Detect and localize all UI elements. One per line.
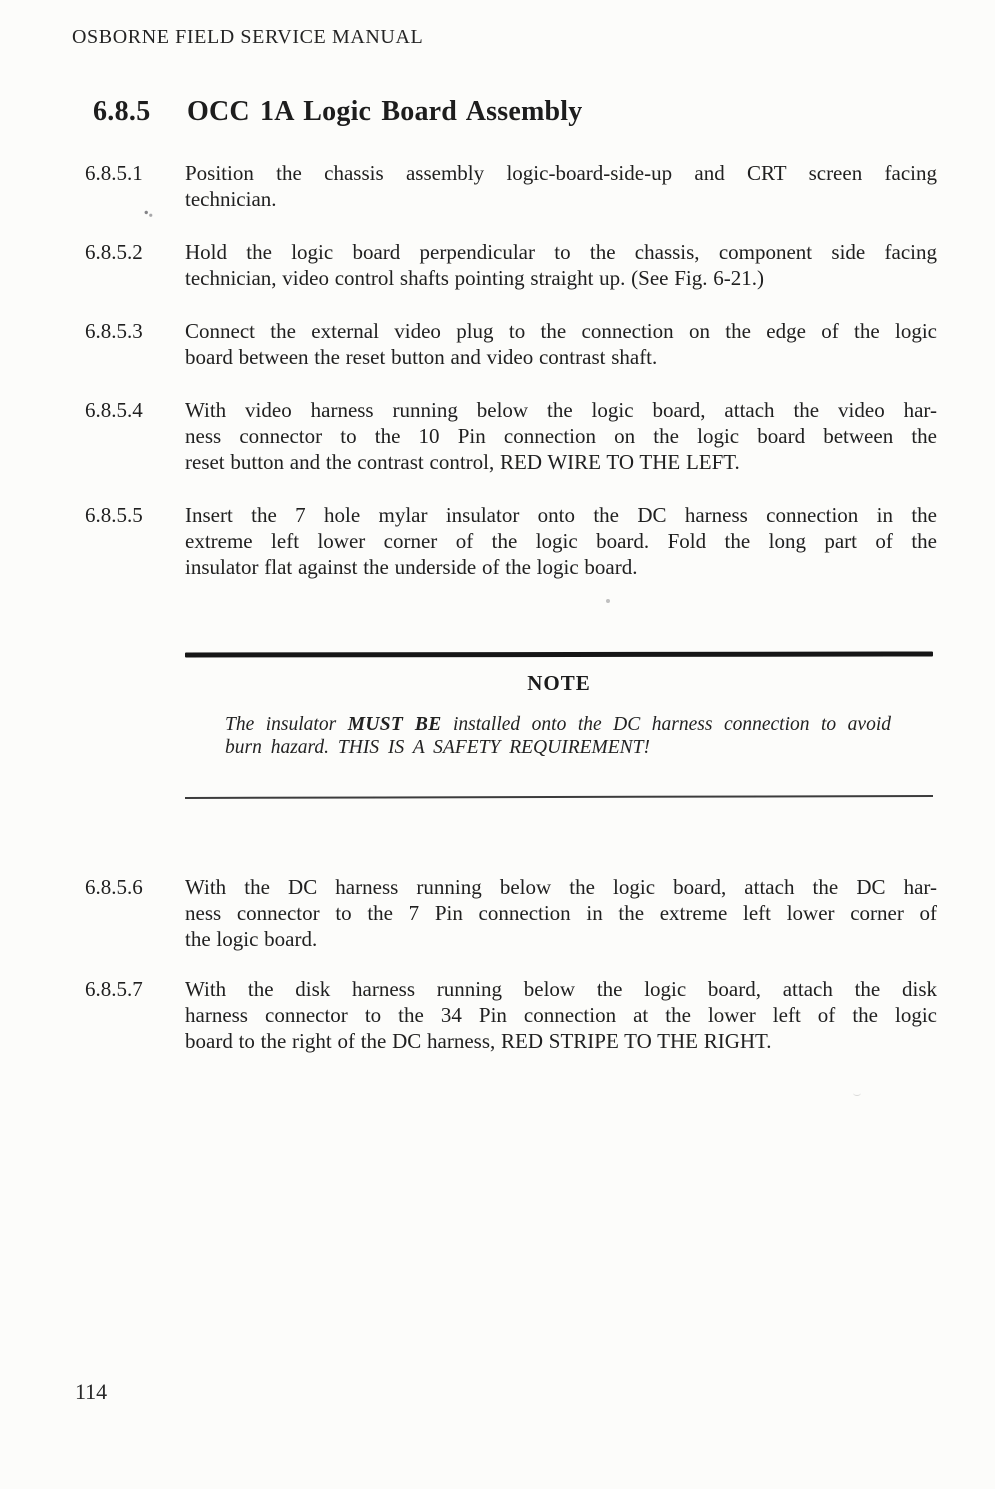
note-heading: NOTE bbox=[527, 671, 591, 695]
steps-after-note bbox=[85, 874, 937, 1078]
step-number: 6.8.5.2 bbox=[85, 240, 143, 264]
note-body-prefix: The insulator bbox=[225, 714, 348, 735]
note-body-suffix: installed onto the DC harness connection to avoid burn hazard. THIS IS A SAFETY REQUIREMENT! bbox=[225, 714, 891, 758]
step-text bbox=[185, 874, 937, 952]
step-number: 6.8.5.4 bbox=[85, 398, 143, 422]
section-title: OCC 1A Logic Board Assembly bbox=[187, 96, 583, 127]
step-line: With video harness running below the logic board, attach the video har- bbox=[185, 398, 937, 422]
step-number: 6.8.5.3 bbox=[85, 319, 143, 343]
step-line: reset button and the contrast control, RED WIRE TO THE LEFT. bbox=[185, 450, 740, 474]
step-number: 6.8.5.5 bbox=[85, 503, 143, 527]
step-line: technician, video control shafts pointing straight up. (See Fig. 6-21.) bbox=[185, 266, 764, 290]
step-line: extreme left lower corner of the logic board. Fold the long part of the bbox=[185, 529, 937, 553]
step-line: With the DC harness running below the logic board, attach the DC har- bbox=[185, 875, 937, 899]
step-line: ness connector to the 10 Pin connection on the logic board between the bbox=[185, 424, 937, 448]
step-line: ness connector to the 7 Pin connection in the extreme left lower corner of bbox=[185, 901, 937, 925]
step-text bbox=[185, 318, 937, 370]
step-text bbox=[185, 397, 937, 475]
step-line: harness connector to the 34 Pin connection at the lower left of the logic bbox=[185, 1003, 937, 1027]
steps-before-note bbox=[85, 160, 937, 607]
step-row bbox=[85, 397, 937, 475]
step-line: Position the chassis assembly logic-board-side-up and CRT screen facing bbox=[185, 161, 937, 185]
step-text bbox=[185, 976, 937, 1054]
note-box bbox=[185, 652, 933, 759]
step-row bbox=[85, 239, 937, 291]
note-body bbox=[225, 713, 891, 759]
running-header: OSBORNE FIELD SERVICE MANUAL bbox=[72, 26, 424, 48]
step-row bbox=[85, 160, 937, 212]
step-number: 6.8.5.1 bbox=[85, 161, 143, 185]
step-line: board to the right of the DC harness, RED STRIPE TO THE RIGHT. bbox=[185, 1029, 772, 1053]
step-text bbox=[185, 502, 937, 580]
note-top-rule bbox=[185, 651, 933, 657]
step-line: Insert the 7 hole mylar insulator onto the DC harness connection in the bbox=[185, 503, 937, 527]
step-line: the logic board. bbox=[185, 927, 318, 951]
step-line: technician. bbox=[185, 187, 277, 211]
step-line: Hold the logic board perpendicular to the chassis, component side facing bbox=[185, 240, 937, 264]
step-row bbox=[85, 502, 937, 580]
step-row bbox=[85, 874, 937, 952]
step-line: Connect the external video plug to the connection on the edge of the logic bbox=[185, 319, 937, 343]
note-bottom-rule bbox=[185, 795, 933, 799]
step-row bbox=[85, 318, 937, 370]
step-row bbox=[85, 976, 937, 1054]
step-line: With the disk harness running below the logic board, attach the disk bbox=[185, 977, 937, 1001]
step-line: board between the reset button and video contrast shaft. bbox=[185, 345, 658, 369]
step-line: insulator flat against the underside of the logic board. bbox=[185, 555, 638, 579]
step-number: 6.8.5.7 bbox=[85, 977, 143, 1001]
note-body-bold: MUST BE bbox=[347, 714, 442, 735]
scan-artifact bbox=[853, 1090, 861, 1096]
step-text bbox=[185, 160, 937, 212]
step-number: 6.8.5.6 bbox=[85, 875, 143, 899]
page-number: 114 bbox=[75, 1379, 108, 1404]
step-text bbox=[185, 239, 937, 291]
section-number: 6.8.5 bbox=[93, 96, 151, 127]
